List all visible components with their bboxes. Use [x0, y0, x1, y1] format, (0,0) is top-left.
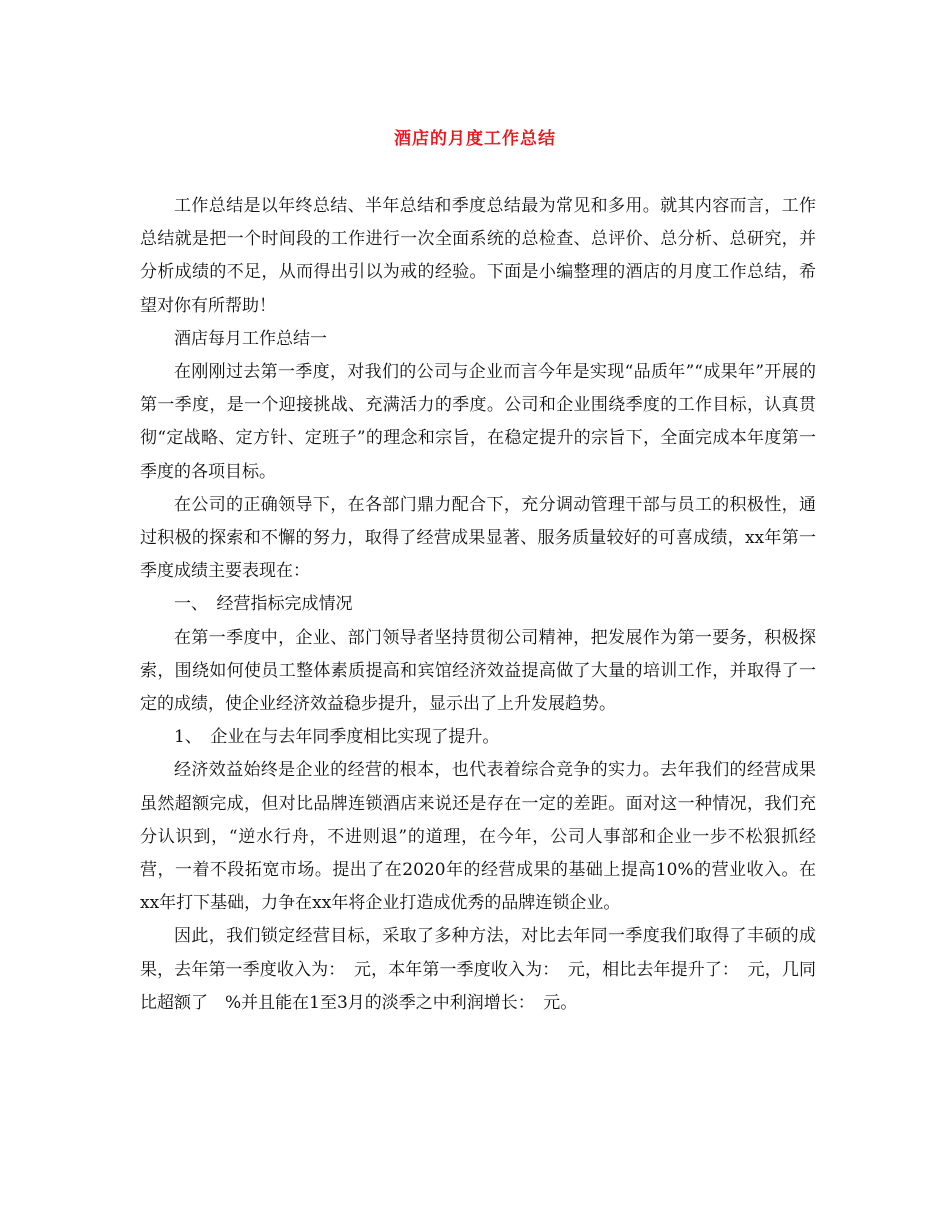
paragraph-intro: 工作总结是以年终总结、半年总结和季度总结最为常见和多用。就其内容而言，工作总结就是把一个时间段的工作进行一次全面系统的总检查、总评价、总分析、总研究，并分析成绩的不足，从而得出引以为戒的经验。下面是小编整理的酒店的月度工作总结，希望对你有所帮助！: [140, 196, 816, 316]
paragraph-subheading: 一、 经营指标完成情况: [174, 594, 353, 615]
paragraph: 在刚刚过去第一季度，对我们的公司与企业而言今年是实现“品质年”“成果年”开展的第一季度，是一个迎接挑战、充满活力的季度。公司和企业围绕季度的工作目标，认真贯彻“定战略、定方针、定班子”的理念和宗旨，在稳定提升的宗旨下，全面完成本年度第一季度的各项目标。: [140, 362, 816, 482]
paragraph: 经济效益始终是企业的经营的根本，也代表着综合竞争的实力。去年我们的经营成果虽然超额完成，但对比品牌连锁酒店来说还是存在一定的差距。面对这一种情况，我们充分认识到，“逆水行舟，不进则退”的道理，在今年，公司人事部和企业一步不松狠抓经营，一着不段拓宽市场。提出了在2020年的经营成果的基础上提高10%的营业收入。在xx年打下基础，力争在xx年将企业打造成优秀的品牌连锁企业。: [140, 760, 816, 914]
paragraph: 在第一季度中，企业、部门领导者坚持贯彻公司精神，把发展作为第一要务，积极探索，围绕如何使员工整体素质提高和宾馆经济效益提高做了大量的培训工作，并取得了一定的成绩，使企业经济效益稳步提升，显示出了上升发展趋势。: [140, 627, 816, 715]
paragraph: 因此，我们锁定经营目标，采取了多种方法，对比去年同一季度我们取得了丰硕的成果，去年第一季度收入为： 元，本年第一季度收入为： 元，相比去年提升了： 元，几同比超额了 %并且能在1至3月的淡季之中利润增长： 元。: [140, 926, 816, 1013]
paragraph: 在公司的正确领导下，在各部门鼎力配合下，充分调动管理干部与员工的积极性，通过积极的探索和不懈的努力，取得了经营成果显著、服务质量较好的可喜成绩，xx年第一季度成绩主要表现在：: [140, 494, 816, 582]
document-body: [140, 190, 816, 1020]
paragraph-section-heading: 酒店每月工作总结一: [174, 328, 327, 349]
paragraph-subheading: 1、 企业在与去年同季度相比实现了提升。: [174, 727, 500, 748]
document-title: 酒店的月度工作总结: [394, 129, 556, 149]
